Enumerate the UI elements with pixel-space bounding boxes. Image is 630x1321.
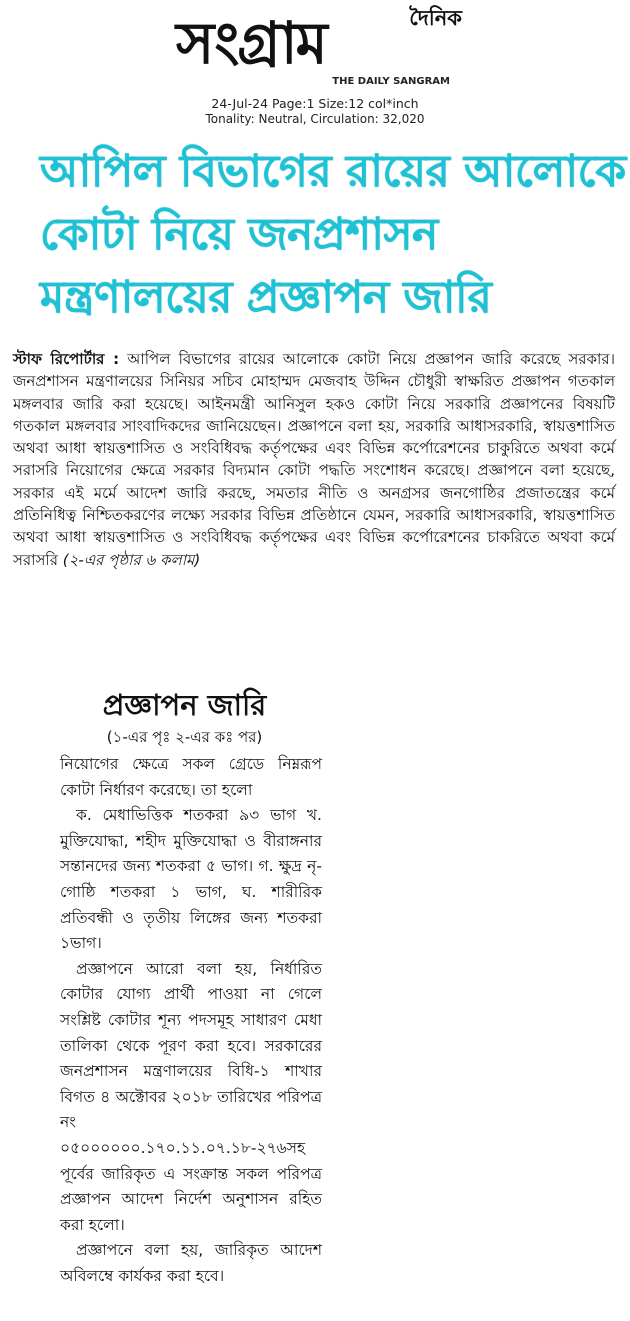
continuation-note: (১-এর পৃঃ ২-এর কঃ পর) <box>106 728 263 746</box>
clipping-meta-line1: 24-Jul-24 Page:1 Size:12 col*inch <box>211 96 419 111</box>
continued-note: (২-এর পৃষ্ঠার ৬ কলাম) <box>62 550 201 569</box>
lead-article <box>13 348 615 571</box>
masthead-title: সংগ্রাম <box>176 9 326 77</box>
masthead-english: THE DAILY SANGRAM <box>332 76 450 87</box>
masthead <box>0 0 630 132</box>
headline-line1: আপিল বিভাগের রায়ের আলোকে <box>40 146 626 197</box>
continuation-para-4: প্রজ্ঞাপনে বলা হয়, জারিকৃত আদেশ অবিলম্বে কার্যকর করা হবে। <box>60 1241 322 1285</box>
continuation-column <box>60 752 322 1289</box>
continuation-para-2: ক. মেধাভিত্তিক শতকরা ৯৩ ভাগ খ. মুক্তিযোদ্ধা, শহীদ মুক্তিযোদ্ধা ও বীরাঙ্গনার সন্তানদের জন্য শতকরা ৫ ভাগ। গ. ক্ষুদ্র নৃ-গোষ্ঠি শতকরা ১ ভাগ, ঘ. শারীরিক প্রতিবন্ধী ও তৃতীয় লিঙ্গের জন্য শতকরা ১ভাগ। <box>60 806 322 953</box>
headline-line3: মন্ত্রণালয়ের প্রজ্ঞাপন জারি <box>40 272 492 323</box>
masthead-prefix: দৈনিক <box>409 6 462 30</box>
continuation-heading: প্রজ্ঞাপন জারি <box>102 688 267 722</box>
lead-body: আপিল বিভাগের রায়ের আলোকে কোটা নিয়ে প্রজ্ঞাপন জারি করেছে সরকার। জনপ্রশাসন মন্ত্রণালয়ের সিনিয়র সচিব মোহাম্মদ মেজবাহ উদ্দিন চৌধুরী স্বাক্ষরিত প্রজ্ঞাপন গতকাল মঙ্গলবার জারি করা হয়েছে। আইনমন্ত্রী আনিসুল হকও কোটা নিয়ে সরকারি প্রজ্ঞাপনের বিষয়টি গতকাল মঙ্গলবার সাংবাদিকদের জানিয়েছেন। প্রজ্ঞাপনে বলা হয়, সরকারি আধাসরকারি, স্বায়ত্তশাসিত অথবা আধা স্বায়ত্তশাসিত ও সংবিধিবদ্ধ কর্তৃপক্ষের এবং বিভিন্ন কর্পোরেশনের চাকুরিতে অথবা কর্মে সরাসরি নিয়োগের ক্ষেত্রে সরকার বিদ্যমান কোটা পদ্ধতি সংশোধন করেছে। প্রজ্ঞাপনে বলা হয়েছে, সরকার এই মর্মে আদেশ জারি করছে, সমতার নীতি ও অনগ্রসর জনগোষ্ঠির প্রজাতন্ত্রের কর্মে প্রতিনিধিত্ব নিশ্চিতকরণের লক্ষ্যে সরকার বিভিন্ন প্রতিষ্ঠানে যেমন, সরকারি আধাসরকারি, স্বায়ত্তশাসিত অথবা আধা স্বায়ত্তশাসিত ও সংবিধিবদ্ধ কর্তৃপক্ষের এবং বিভিন্ন কর্পোরেশনের চাকরিতে অথবা কর্মে সরাসরি <box>13 350 615 569</box>
newspaper-logo <box>172 0 462 96</box>
headline <box>40 140 626 329</box>
byline: স্টাফ রিপোর্টার : <box>13 350 120 368</box>
continuation-para-3: প্রজ্ঞাপনে আরো বলা হয়, নির্ধারিত কোটার যোগ্য প্রার্থী পাওয়া না গেলে সংশ্লিষ্ট কোটার শূন্য পদসমূহ সাধারণ মেধা তালিকা থেকে পূরণ করা হবে। সরকারের জনপ্রশাসন মন্ত্রণালয়ের বিধি-১ শাখার বিগত ৪ অক্টোবর ২০১৮ তারিখের পরিপত্র নং ০৫০০০০০০.১৭০.১১.০৭.১৮-২৭৬সহ পূর্বের জারিকৃত এ সংক্রান্ত সকল পরিপত্র প্রজ্ঞাপন আদেশ নির্দেশ অনুশাসন রহিত করা হলো। <box>60 959 322 1234</box>
continuation-para-1: নিয়োগের ক্ষেত্রে সকল গ্রেডে নিম্নরূপ কোটা নির্ধারণ করেছে। তা হলো <box>60 755 322 799</box>
headline-line2: কোটা নিয়ে জনপ্রশাসন <box>40 209 438 260</box>
clipping-meta-line2: Tonality: Neutral, Circulation: 32,020 <box>205 112 425 126</box>
